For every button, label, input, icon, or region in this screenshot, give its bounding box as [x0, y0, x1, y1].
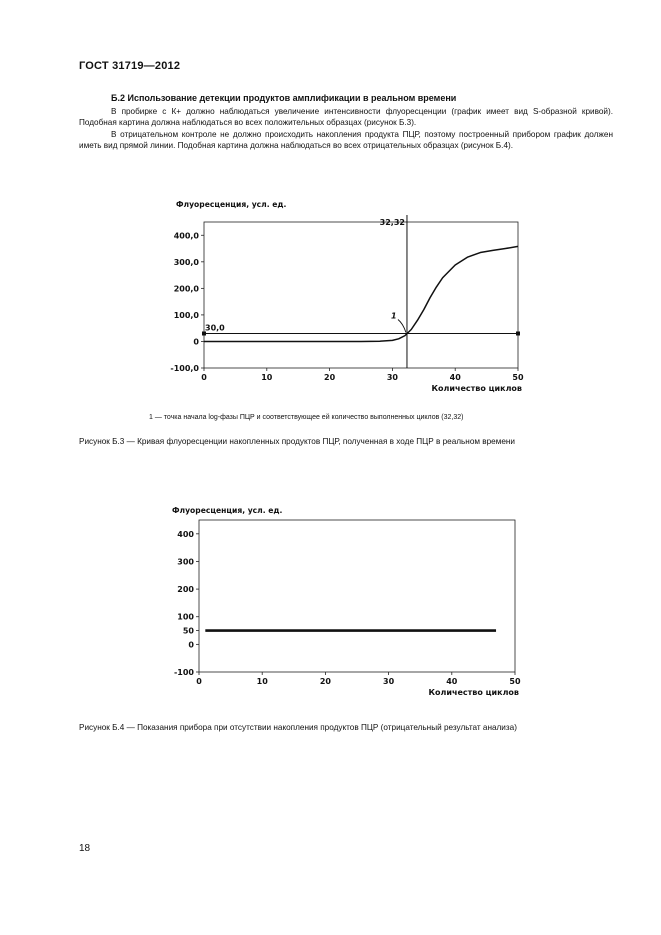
chart2-ylabel: Флуоресценция, усл. ед.: [172, 506, 283, 515]
chart1-xtick-label: 0: [201, 373, 207, 382]
chart1-ylabel: Флуоресценция, усл. ед.: [176, 200, 287, 209]
figure3-caption: Рисунок Б.3 — Кривая флуоресценции накопленных продуктов ПЦР, полученная в ходе ПЦР в реальном времени: [79, 437, 516, 446]
chart1-xtick-label: 10: [261, 373, 273, 382]
chart1-crossing-label: 32,32: [379, 218, 405, 227]
chart2-ytick-label: 50: [182, 626, 194, 636]
chart1-plot-frame: [204, 222, 518, 368]
figure3-note: 1 — точка начала log-фазы ПЦР и соответствующее ей количество выполненных циклов (32,32): [149, 414, 464, 421]
section-title: Б.2 Использование детекции продуктов амплификации в реальном времени: [111, 93, 457, 103]
chart2-xtick-label: 40: [446, 677, 458, 686]
chart2-plot-frame: [199, 520, 515, 672]
chart2-xtick-label: 50: [509, 677, 521, 686]
chart1-ytick-label: 300,0: [173, 257, 199, 267]
chart1-marker-label: 1: [390, 311, 397, 321]
chart1-threshold-marker-right: [516, 331, 520, 335]
chart1-xtick-label: 30: [386, 373, 398, 382]
chart1-threshold-label: 30,0: [205, 323, 225, 333]
chart2-xlabel: Количество циклов: [428, 688, 519, 697]
page-number: 18: [79, 843, 91, 854]
chart1-xtick-label: 40: [449, 373, 461, 382]
chart2-ytick-label: 0: [188, 640, 194, 650]
chart1-ytick-label: 0: [193, 337, 199, 347]
chart2-ytick-label: 400: [177, 529, 194, 539]
figure4-caption: Рисунок Б.4 — Показания прибора при отсутствии накопления продуктов ПЦР (отрицательный результат анализа): [79, 723, 517, 732]
chart2-negative-control: [150, 510, 550, 700]
chart1-ytick-label: 200,0: [173, 284, 199, 294]
chart2-ytick-label: 200: [177, 585, 194, 595]
chart1-ytick-label: -100,0: [170, 364, 199, 373]
paragraph-negative: В отрицательном контроле не должно происходить накопления продукта ПЦР, поэтому построенный прибором график должен иметь вид прямой линии. Подобная картина должна наблюдаться во всех отрицательных образцах (рисунок Б.4).: [79, 130, 613, 151]
chart2-ytick-label: 100: [177, 612, 194, 622]
chart1-marker-leader: [398, 319, 406, 332]
chart2-ytick-label: 300: [177, 557, 194, 567]
chart1-ytick-label: 100,0: [173, 310, 199, 320]
chart1-xtick-label: 20: [324, 373, 336, 382]
paragraph-positive: В пробирке с К+ должно наблюдаться увеличение интенсивности флуоресценции (график имеет вид S-образной кривой). Подобная картина должна наблюдаться во всех положительных образцах (рисунок Б.3).: [79, 107, 613, 128]
chart2-xtick-label: 20: [319, 677, 331, 686]
chart1-ytick-label: 400,0: [173, 231, 199, 241]
chart2-xtick-label: 30: [383, 677, 395, 686]
chart2-xtick-label: 0: [196, 677, 202, 686]
chart1-series-line-0: [204, 246, 518, 341]
chart2-ytick-label: -100: [173, 668, 194, 677]
chart2-xtick-label: 10: [256, 677, 268, 686]
chart1-fluorescence-curve: [150, 205, 550, 400]
document-header: ГОСТ 31719—2012: [79, 60, 181, 72]
chart1-xlabel: Количество циклов: [431, 384, 522, 393]
chart1-xtick-label: 50: [512, 373, 524, 382]
